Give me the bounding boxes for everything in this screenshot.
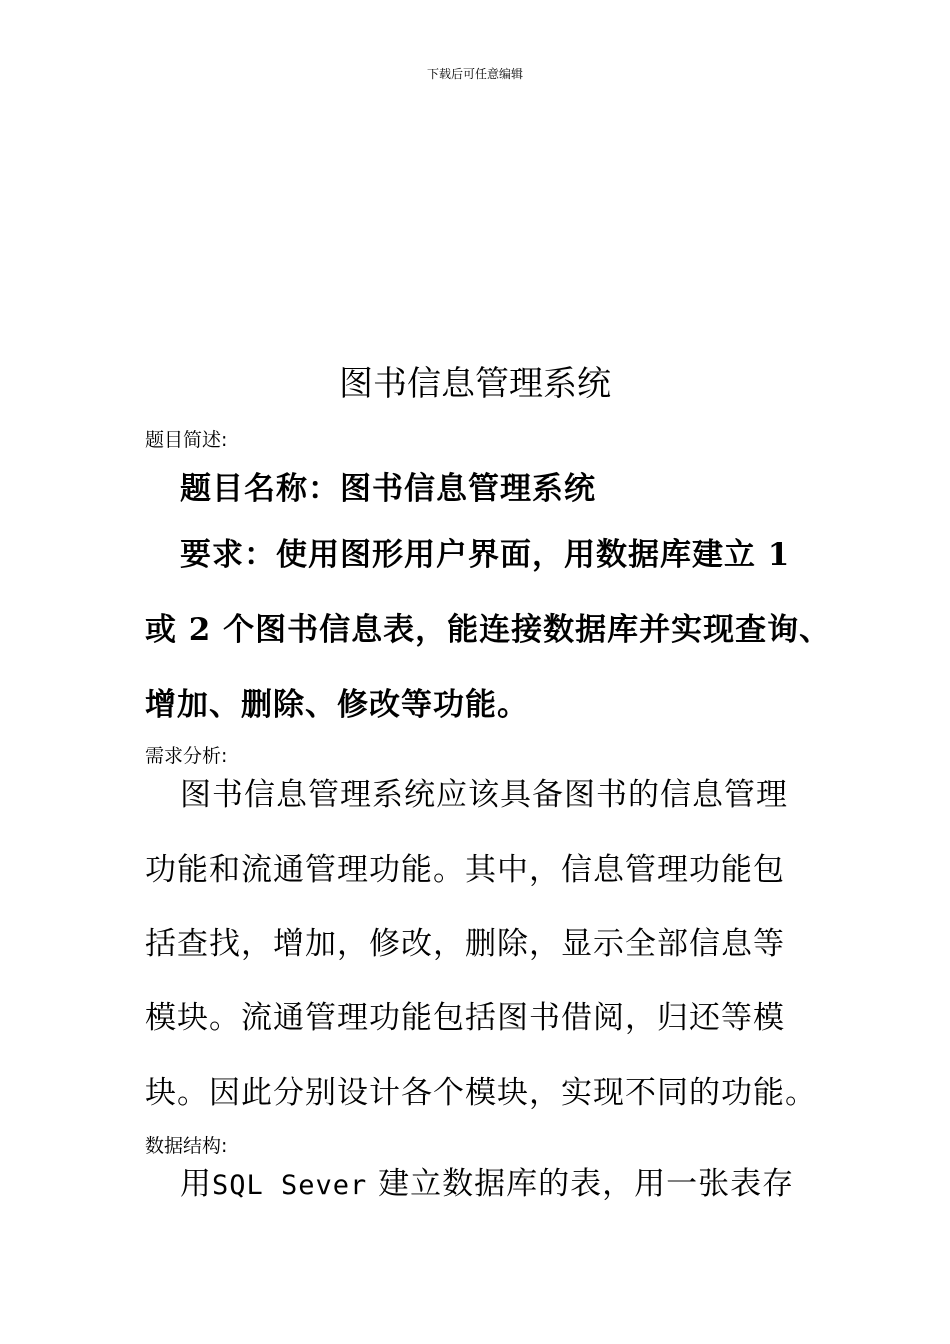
data-structure-line-1-post: 建立数据库的表，用一张表存 <box>367 1166 795 1202</box>
section-label-requirements: 需求分析: <box>145 745 228 767</box>
requirements-line-4: 模块。流通管理功能包括图书借阅，归还等模 <box>145 1000 785 1036</box>
section-label-overview: 题目简述: <box>145 429 228 451</box>
data-structure-line-1 <box>180 1164 880 1206</box>
overview-line-2: 要求：使用图形用户界面，用数据库建立 1 <box>180 537 791 573</box>
data-structure-line-1-code: SQL Sever <box>212 1170 368 1201</box>
requirements-line-1: 图书信息管理系统应该具备图书的信息管理 <box>180 777 788 813</box>
overview-line-4: 增加、删除、修改等功能。 <box>145 687 529 723</box>
header-note: 下载后可任意编辑 <box>426 67 523 81</box>
requirements-line-2: 功能和流通管理功能。其中，信息管理功能包 <box>145 852 785 888</box>
overview-line-1: 题目名称：图书信息管理系统 <box>180 471 596 507</box>
requirements-line-3: 括查找，增加，修改，删除，显示全部信息等 <box>145 926 785 962</box>
section-label-data-structure: 数据结构: <box>145 1135 228 1157</box>
requirements-line-5: 块。因此分别设计各个模块，实现不同的功能。 <box>145 1075 817 1111</box>
data-structure-line-1-pre: 用 <box>180 1166 212 1202</box>
document-title: 图书信息管理系统 <box>339 364 611 404</box>
overview-line-3: 或 2 个图书信息表，能连接数据库并实现查询、 <box>145 612 832 648</box>
